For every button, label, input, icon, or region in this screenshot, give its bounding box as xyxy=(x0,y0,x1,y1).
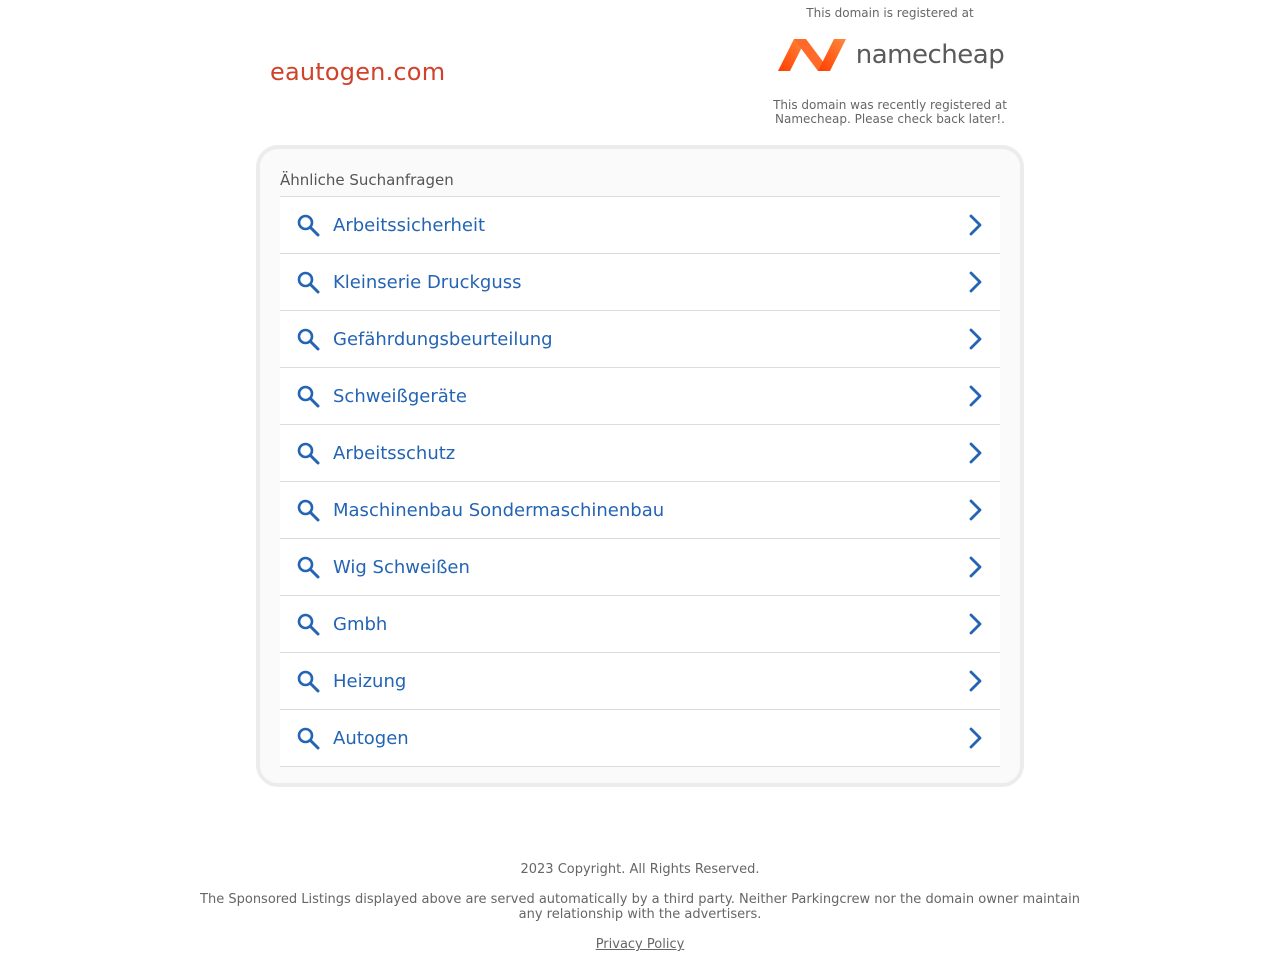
chevron-right-icon xyxy=(968,328,982,350)
recent-registration-text: This domain was recently registered at Namecheap. Please check back later!. xyxy=(773,98,1007,126)
search-icon xyxy=(296,726,320,750)
related-search-item[interactable] xyxy=(280,539,1000,596)
namecheap-mark-icon xyxy=(776,35,848,75)
chevron-right-icon xyxy=(968,556,982,578)
privacy-policy-link[interactable]: Privacy Policy xyxy=(595,937,685,952)
related-search-item[interactable] xyxy=(280,482,1000,539)
related-search-item[interactable] xyxy=(280,254,1000,311)
header xyxy=(0,0,1280,130)
related-search-label: Gefährdungsbeurteilung xyxy=(333,328,553,350)
related-search-item[interactable] xyxy=(280,311,1000,368)
related-searches-list xyxy=(280,196,1000,767)
chevron-right-icon xyxy=(968,214,982,236)
disclaimer-text: The Sponsored Listings displayed above are served automatically by a third party. Neither Parkingcrew nor the domain owner maintain any relationship with the advertisers. xyxy=(200,892,1080,922)
search-icon xyxy=(296,555,320,579)
chevron-right-icon xyxy=(968,271,982,293)
namecheap-logo[interactable] xyxy=(760,32,1020,78)
search-icon xyxy=(296,669,320,693)
registered-at-text: This domain is registered at xyxy=(806,6,974,20)
registrar-panel xyxy=(760,6,1020,126)
related-searches-heading: Ähnliche Suchanfragen xyxy=(280,171,454,189)
related-search-label: Wig Schweißen xyxy=(333,556,470,578)
related-search-item[interactable] xyxy=(280,197,1000,254)
related-search-label: Kleinserie Druckguss xyxy=(333,271,522,293)
search-icon xyxy=(296,270,320,294)
related-search-item[interactable] xyxy=(280,710,1000,767)
related-search-item[interactable] xyxy=(280,368,1000,425)
related-search-label: Arbeitssicherheit xyxy=(333,214,486,236)
related-search-item[interactable] xyxy=(280,653,1000,710)
chevron-right-icon xyxy=(968,613,982,635)
search-icon xyxy=(296,498,320,522)
search-icon xyxy=(296,441,320,465)
chevron-right-icon xyxy=(968,385,982,407)
registrar-name: namecheap xyxy=(855,40,1005,70)
related-search-label: Arbeitsschutz xyxy=(333,442,456,464)
related-searches-card xyxy=(256,145,1024,787)
related-search-label: Autogen xyxy=(333,727,409,749)
search-icon xyxy=(296,384,320,408)
search-icon xyxy=(296,327,320,351)
related-search-item[interactable] xyxy=(280,596,1000,653)
related-search-label: Heizung xyxy=(333,670,407,692)
footer xyxy=(0,862,1280,953)
search-icon xyxy=(296,612,320,636)
chevron-right-icon xyxy=(968,727,982,749)
chevron-right-icon xyxy=(968,499,982,521)
copyright-text: 2023 Copyright. All Rights Reserved. xyxy=(520,862,760,877)
domain-title: eautogen.com xyxy=(270,58,446,86)
related-search-label: Maschinenbau Sondermaschinenbau xyxy=(333,499,665,521)
related-search-item[interactable] xyxy=(280,425,1000,482)
related-search-label: Gmbh xyxy=(333,613,388,635)
chevron-right-icon xyxy=(968,442,982,464)
related-search-label: Schweißgeräte xyxy=(333,385,467,407)
search-icon xyxy=(296,213,320,237)
chevron-right-icon xyxy=(968,670,982,692)
